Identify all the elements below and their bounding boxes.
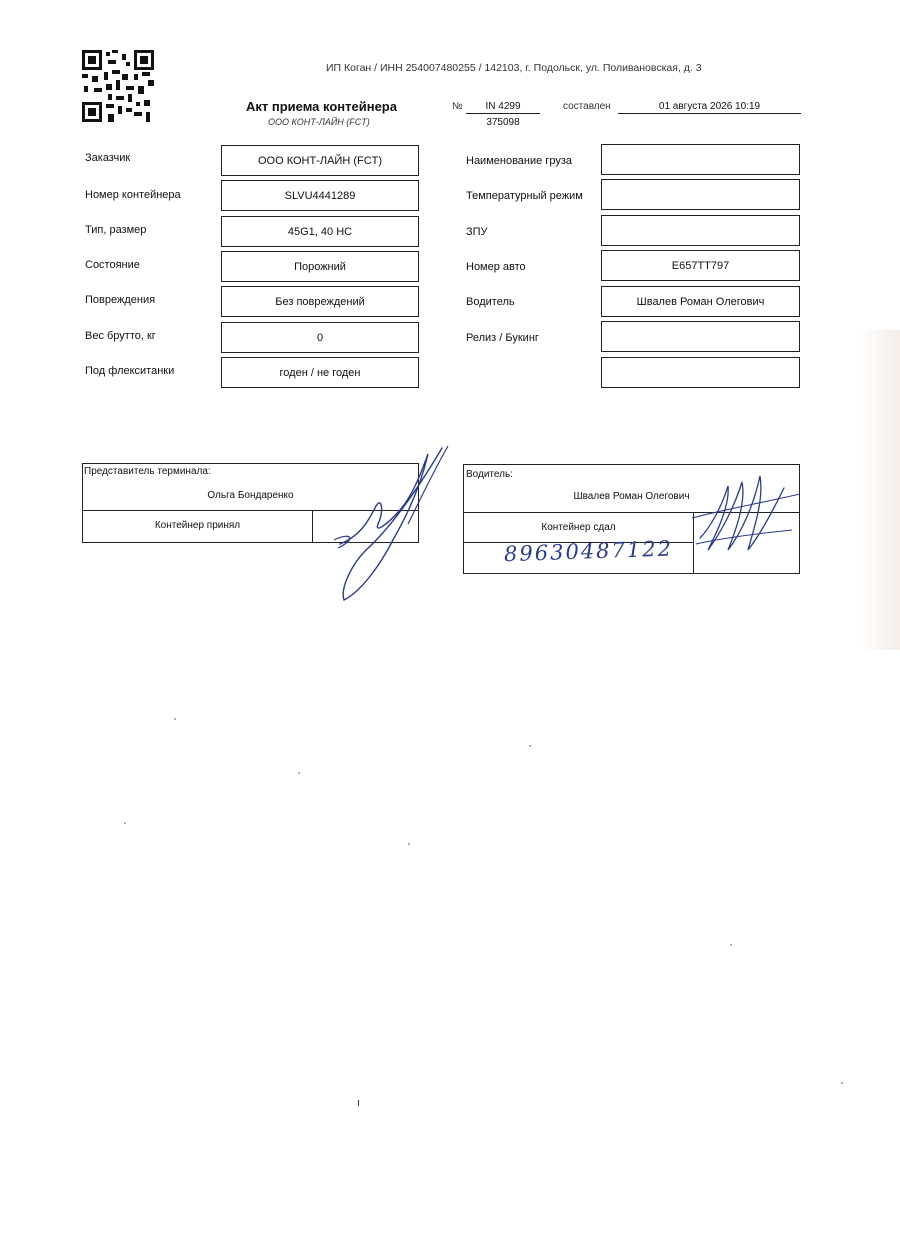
field-value-condition: Порожний	[221, 251, 419, 282]
scan-speck	[730, 944, 732, 946]
field-label-customer: Заказчик	[85, 152, 131, 164]
scan-speck	[174, 718, 176, 720]
scan-speck	[408, 843, 410, 845]
scan-speck	[124, 822, 126, 824]
driver-signature	[692, 458, 802, 563]
field-value-container-number: SLVU4441289	[221, 180, 419, 211]
document-number-secondary: 375098	[486, 117, 520, 128]
field-value-flexitank: годен / не годен	[221, 357, 419, 388]
driver-panel-label: Водитель:	[466, 469, 513, 480]
field-label-release-booking: Релиз / Букинг	[466, 332, 539, 344]
field-label-temperature: Температурный режим	[466, 190, 583, 202]
qr-code-icon	[82, 50, 154, 122]
terminal-signature-cell	[312, 510, 313, 542]
composed-date: 01 августа 2026 10:19	[618, 101, 801, 114]
terminal-signature	[330, 440, 460, 605]
field-value-extra	[601, 357, 800, 388]
field-label-container-number: Номер контейнера	[85, 189, 181, 201]
number-label: №	[452, 101, 463, 112]
field-value-damages: Без повреждений	[221, 286, 419, 317]
company-line: ИП Коган / ИНН 254007480255 / 142103, г. Подольск, ул. Поливановская, д. 3	[326, 62, 702, 74]
handwritten-phone: 89630487122	[503, 536, 674, 567]
field-value-release-booking	[601, 321, 800, 352]
field-label-condition: Состояние	[85, 259, 140, 271]
scan-speck	[298, 772, 300, 774]
scan-speck	[841, 1082, 843, 1084]
document-subtitle: ООО КОНТ-ЛАЙН (FCT)	[268, 117, 370, 127]
scan-speck	[529, 745, 531, 747]
field-label-cargo-name: Наименование груза	[466, 155, 572, 167]
scan-speck	[358, 1100, 359, 1106]
field-value-seal	[601, 215, 800, 246]
document-title: Акт приема контейнера	[246, 99, 397, 114]
field-label-seal: ЗПУ	[466, 226, 488, 238]
terminal-action: Контейнер принял	[154, 520, 241, 531]
field-value-cargo-name	[601, 144, 800, 175]
field-value-gross-weight: 0	[221, 322, 419, 353]
field-value-temperature	[601, 179, 800, 210]
terminal-name: Ольга Бондаренко	[207, 490, 294, 501]
field-value-vehicle-number: Е657ТТ797	[601, 250, 800, 281]
driver-panel-action: Контейнер сдал	[541, 522, 616, 533]
driver-panel-name: Швалев Роман Олегович	[573, 491, 690, 502]
field-label-vehicle-number: Номер авто	[466, 261, 526, 273]
field-label-type-size: Тип, размер	[85, 224, 147, 236]
terminal-label: Представитель терминала:	[84, 466, 211, 477]
field-label-damages: Повреждения	[85, 294, 156, 306]
field-value-driver: Швалев Роман Олегович	[601, 286, 800, 317]
field-label-driver: Водитель	[466, 296, 515, 308]
field-label-gross-weight: Вес брутто, кг	[85, 330, 156, 342]
composed-label: составлен	[563, 101, 611, 112]
field-label-flexitank: Под флекситанки	[85, 365, 175, 377]
paper-stain	[860, 330, 900, 650]
document-number: IN 4299	[466, 101, 540, 114]
field-value-type-size: 45G1, 40 HC	[221, 216, 419, 247]
field-value-customer: ООО КОНТ-ЛАЙН (FCT)	[221, 145, 419, 176]
